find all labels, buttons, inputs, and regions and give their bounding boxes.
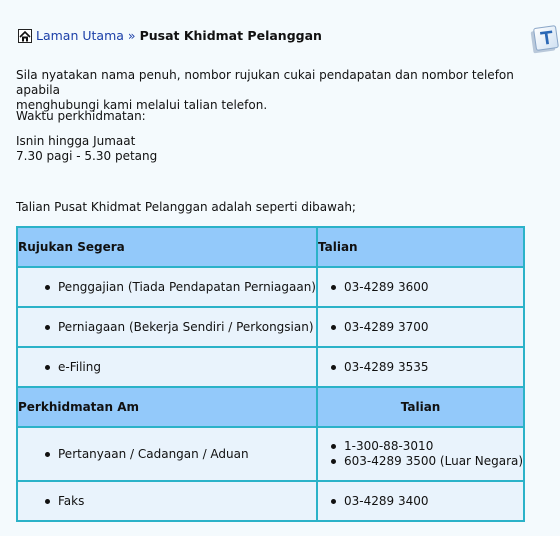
text-size-icon[interactable]: [530, 24, 560, 54]
table-section-header-row: [17, 387, 524, 427]
table-row: [17, 427, 524, 481]
service-item: Pertanyaan / Cadangan / Aduan: [58, 447, 316, 462]
phone-number: 03-4289 3600: [344, 280, 523, 295]
table-row: [17, 481, 524, 521]
service-item: Perniagaan (Bekerja Sendiri / Perkongsian): [58, 320, 316, 335]
service-hours-label: Waktu perkhidmatan:: [16, 109, 146, 123]
phone-number: 03-4289 3535: [344, 360, 523, 375]
breadcrumb: [18, 28, 322, 43]
phone-number: 1-300-88-3010: [344, 439, 523, 454]
table-intro-text: Talian Pusat Khidmat Pelanggan adalah seperti dibawah;: [16, 200, 356, 214]
service-time: 7.30 pagi - 5.30 petang: [16, 149, 158, 163]
service-item: e-Filing: [58, 360, 316, 375]
header-talian: Talian: [317, 227, 524, 267]
hotline-table: [16, 226, 525, 522]
instruction-line-1: Sila nyatakan nama penuh, nombor rujukan cukai pendapatan dan nombor telefon apabila: [16, 68, 514, 97]
service-item: Faks: [58, 494, 316, 509]
table-header-row: [17, 227, 524, 267]
table-row: [17, 307, 524, 347]
phone-number: 03-4289 3400: [344, 494, 523, 509]
service-days: Isnin hingga Jumaat: [16, 134, 136, 148]
service-item: Penggajian (Tiada Pendapatan Perniagaan): [58, 279, 316, 294]
instruction-line-2: menghubungi kami melalui talian telefon.: [16, 98, 268, 112]
header-talian-2: Talian: [317, 387, 524, 427]
header-perkhidmatan-am: Perkhidmatan Am: [17, 387, 317, 427]
breadcrumb-separator: »: [127, 28, 136, 43]
table-row: [17, 347, 524, 387]
service-hours: [16, 134, 157, 164]
phone-number: 03-4289 3700: [344, 320, 523, 335]
instruction-text: [16, 68, 553, 113]
phone-number: 603-4289 3500 (Luar Negara): [343, 454, 524, 468]
table-row: [17, 267, 524, 307]
breadcrumb-home-link[interactable]: Laman Utama: [36, 28, 124, 43]
home-icon[interactable]: [18, 29, 32, 43]
page-title: Pusat Khidmat Pelanggan: [139, 28, 322, 43]
header-rujukan-segera: Rujukan Segera: [17, 227, 317, 267]
